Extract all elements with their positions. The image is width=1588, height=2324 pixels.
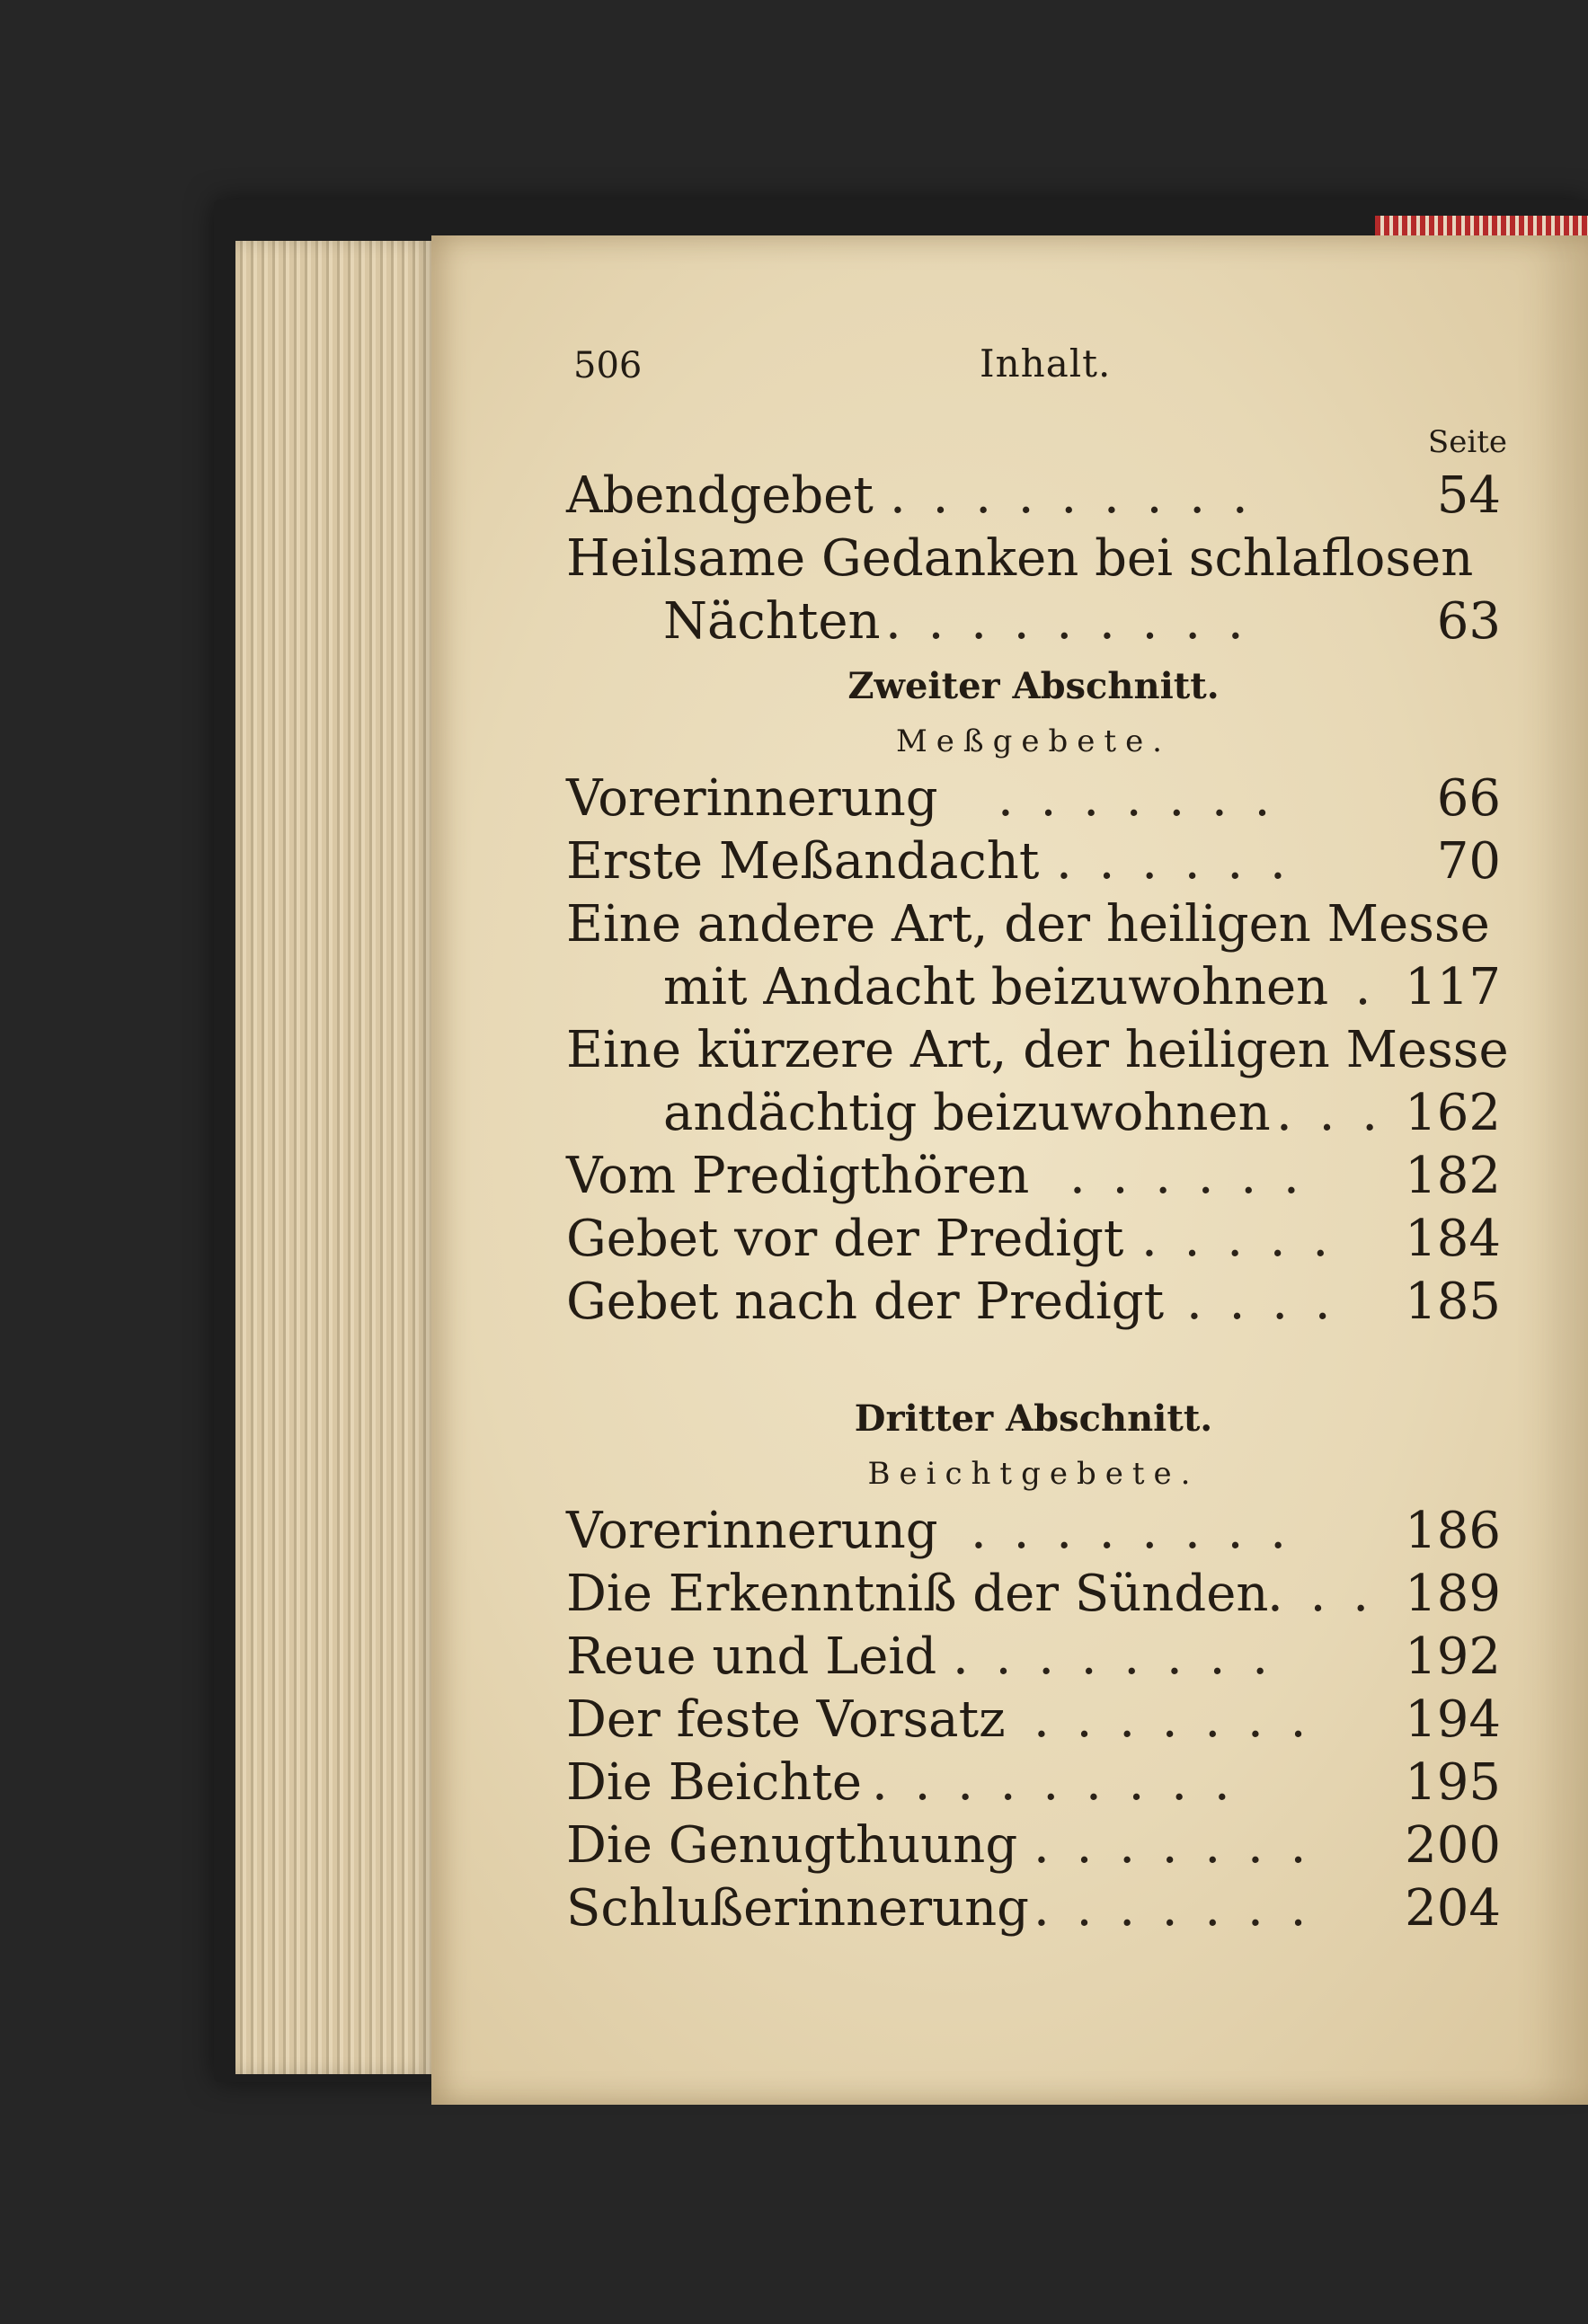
- toc-entry: Abendgebet . . . . . . . . . 54: [566, 466, 1501, 525]
- toc-entry: Die Beichte . . . . . . . . . 195: [566, 1753, 1501, 1812]
- section-subtitle: Meßgebete.: [895, 723, 1171, 759]
- page-title: Inhalt.: [980, 342, 1112, 386]
- ribbon-band: [1375, 216, 1588, 235]
- toc-entry: Schlußerinnerung . . . . . . . 204: [566, 1879, 1501, 1938]
- page-number: 506: [573, 345, 643, 386]
- book-page: [431, 235, 1588, 2105]
- page-edges: [235, 241, 433, 2074]
- toc-entry: Gebet vor der Predigt . . . . . 184: [566, 1210, 1501, 1268]
- toc-entry: Heilsame Gedanken bei schlaflosen: [566, 529, 1474, 588]
- toc-entry: Die Erkenntniß der Sünden . . . 189: [566, 1565, 1501, 1623]
- toc-entry: Der feste Vorsatz . . . . . . . 194: [566, 1690, 1501, 1749]
- toc-entry: Eine andere Art, der heiligen Messe: [566, 895, 1490, 954]
- toc-entry: Gebet nach der Predigt . . . . 185: [566, 1273, 1501, 1331]
- section-title: Dritter Abschnitt.: [854, 1397, 1213, 1440]
- toc-entry: Reue und Leid . . . . . . . . 192: [566, 1628, 1501, 1686]
- toc-group-1: [566, 465, 1501, 653]
- toc-section-3: [566, 1390, 1501, 1940]
- toc-entry: Vom Predigthören . . . . . . 182: [566, 1147, 1501, 1205]
- section-subtitle: Beichtgebete.: [867, 1456, 1200, 1492]
- toc-entry: mit Andacht beizuwohnen . . 117: [663, 958, 1501, 1016]
- toc-entry: Vorerinnerung . . . . . . . 66: [566, 769, 1501, 828]
- toc-entry: Erste Meßandacht . . . . . . 70: [566, 832, 1501, 891]
- column-label: Seite: [1427, 424, 1507, 460]
- toc-entry: Die Genugthuung . . . . . . . 200: [566, 1816, 1501, 1875]
- section-title: Zweiter Abschnitt.: [847, 665, 1220, 707]
- toc-section-2: [566, 658, 1509, 1334]
- toc-entry: andächtig beizuwohnen . . . 162: [663, 1084, 1501, 1142]
- toc-entry: Vorerinnerung . . . . . . . . 186: [566, 1502, 1501, 1560]
- toc-entry: Nächten . . . . . . . . . 63: [663, 592, 1501, 651]
- toc-entry: Eine kürzere Art, der heiligen Messe: [566, 1021, 1509, 1079]
